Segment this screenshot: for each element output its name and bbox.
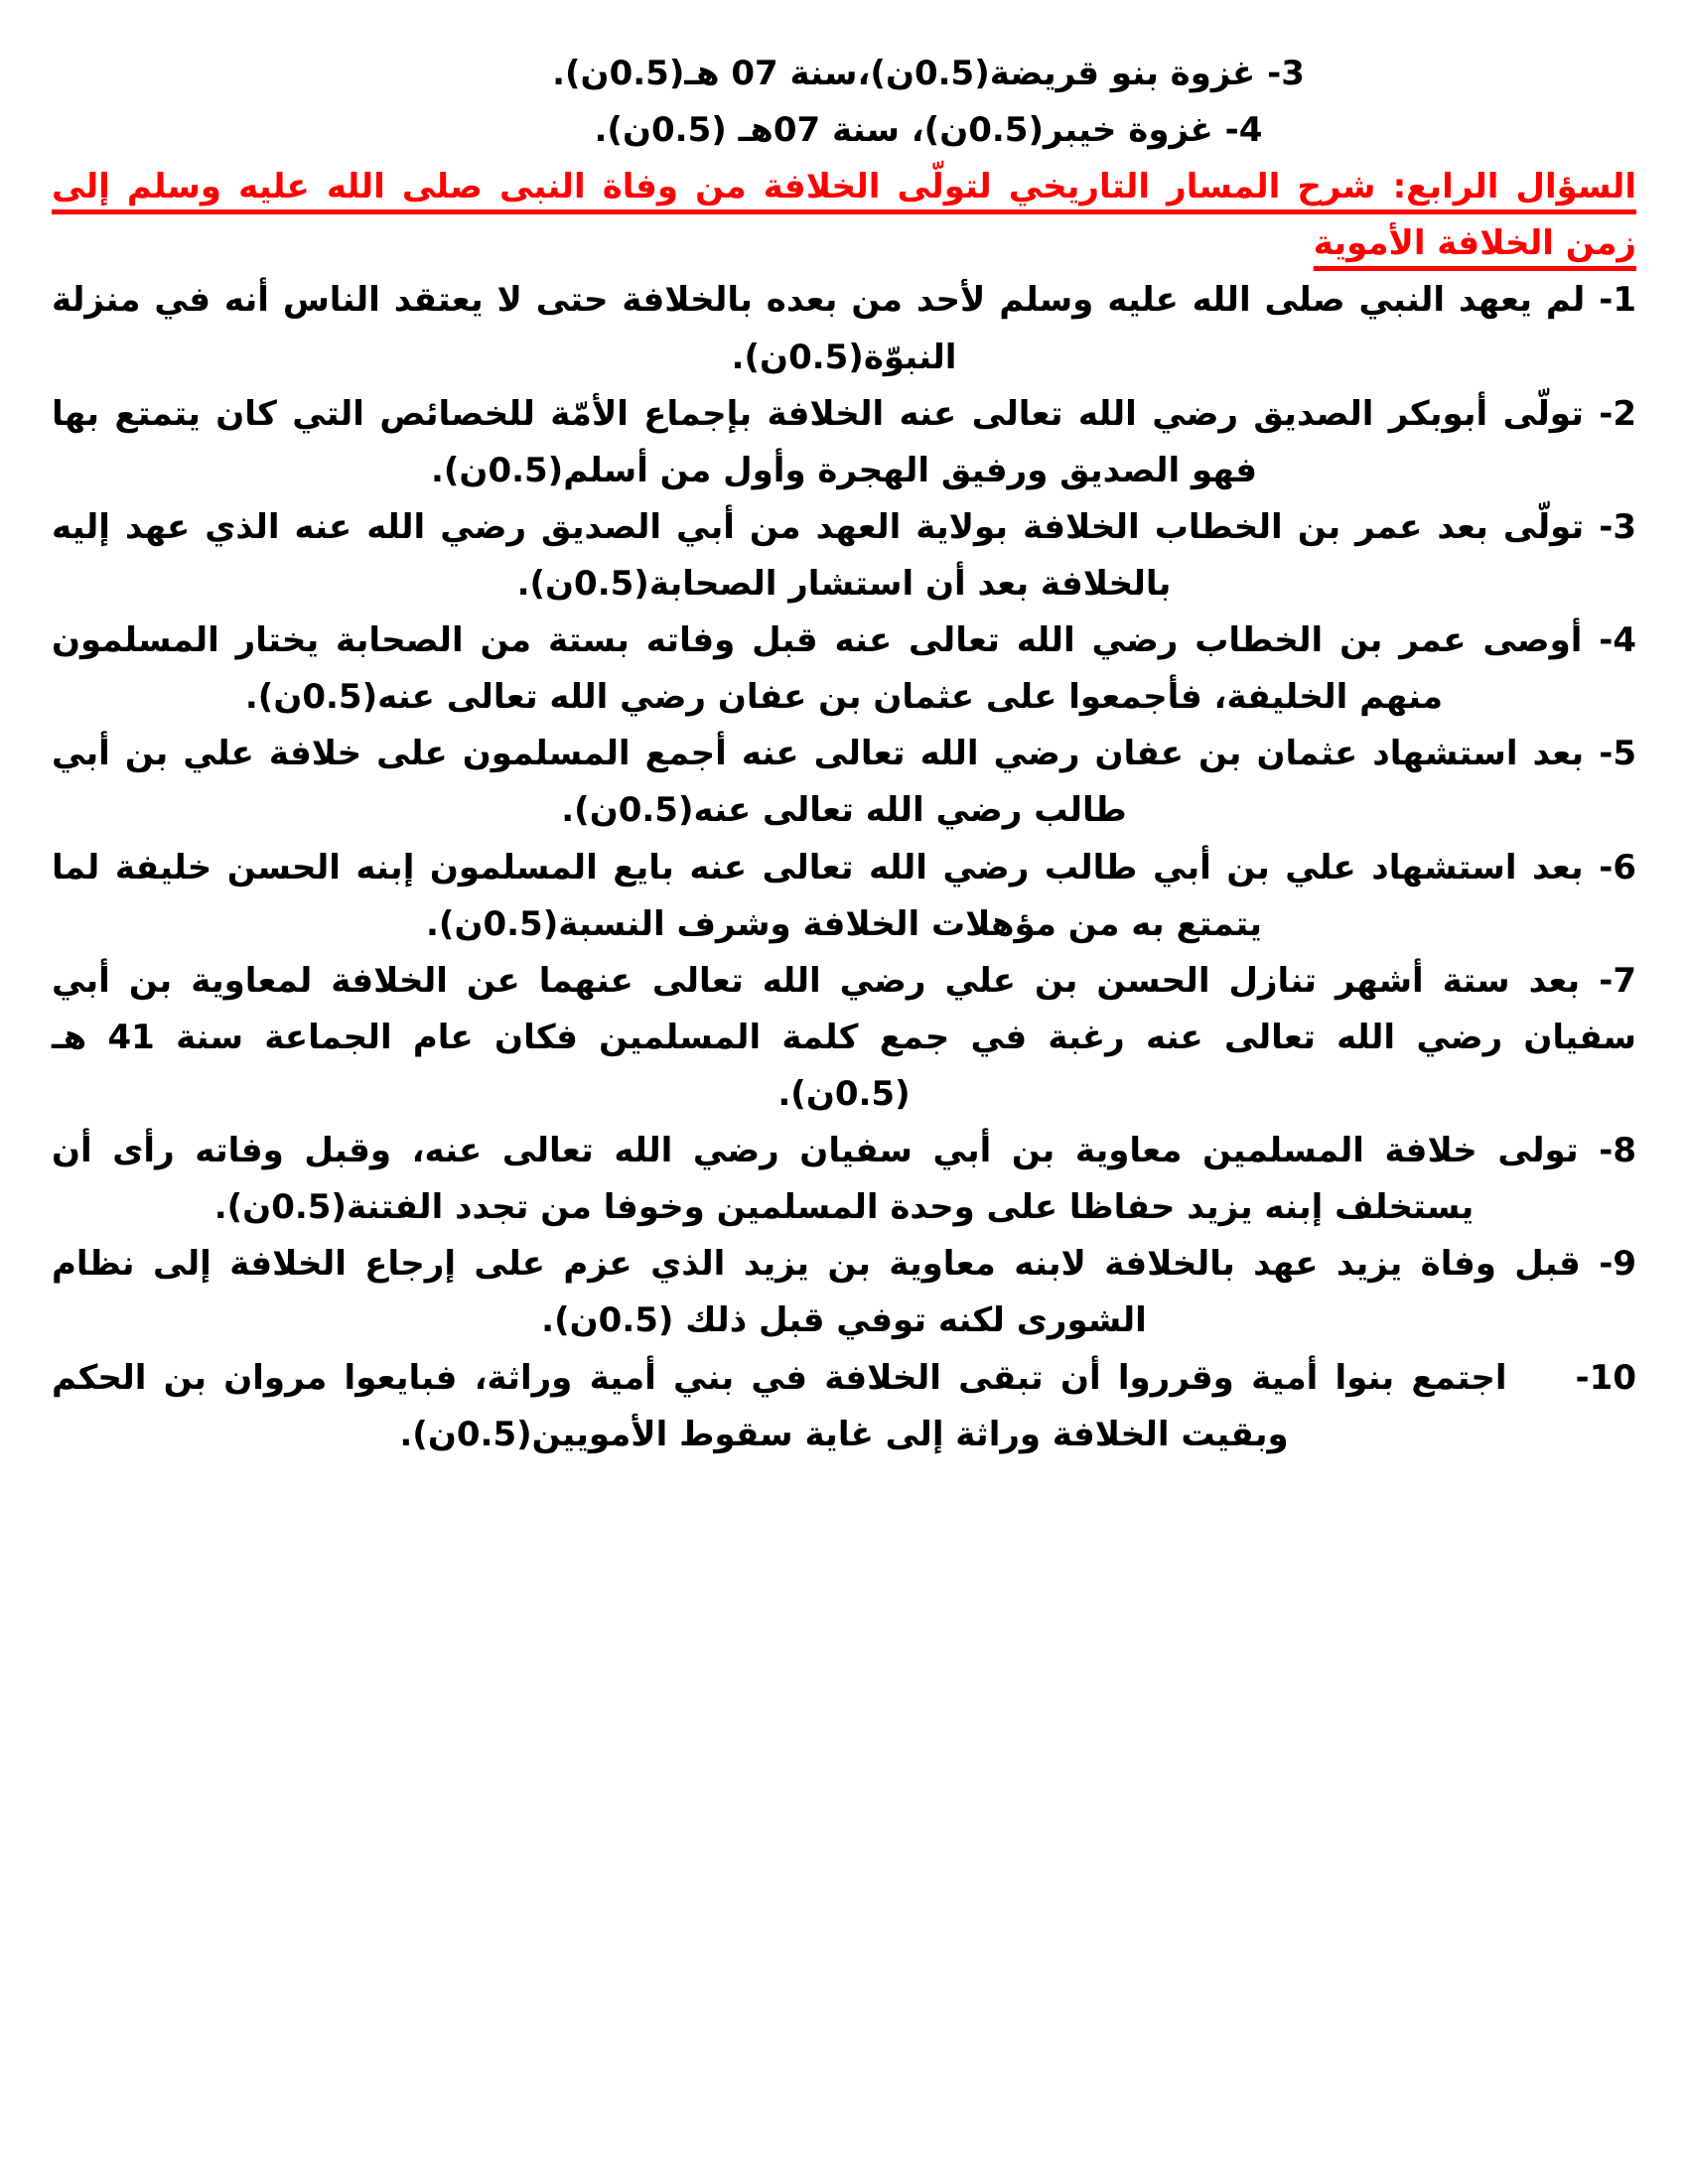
question-4-header: السؤال الرابع: شرح المسار التاريخي لتولّى الخلافة من وفاة النبى صلى الله عليه وسلم إلى زمن الخلافة الأموية [52,167,1636,264]
answer-item-2: 2- تولّى أبوبكر الصديق رضي الله تعالى عنه الخلافة بإجماع الأمّة للخصائص التي كان يتمتع بها فهو الصديق ورفيق الهجرة وأول من أسلم(0.5ن). [52,393,1636,490]
answer-item-9: 9- قبل وفاة يزيد عهد بالخلافة لابنه معاوية بن يزيد الذي عزم على إرجاع الخلافة إلى نظام الشورى لكنه توفي قبل ذلك (0.5ن). [52,1244,1636,1341]
answers-list [52,272,1636,1462]
answer-item-1: 1- لم يعهد النبي صلى الله عليه وسلم لأحد من بعده بالخلافة حتى لا يعتقد الناس أنه في منزلة النبوّة(0.5ن). [52,280,1636,377]
prev-question-answer-4: 4- غزوة خيبر(0.5ن)، سنة 07هـ (0.5ن). [594,110,1263,151]
answer-item-5: 5- بعد استشهاد عثمان بن عفان رضي الله تعالى عنه أجمع المسلمون على خلافة علي بن أبي طالب رضي الله تعالى عنه(0.5ن). [52,734,1636,831]
answer-item-8: 8- تولى خلافة المسلمين معاوية بن أبي سفيان رضي الله تعالى عنه، وقبل وفاته رأى أن يستخلف إبنه يزيد حفاظا على وحدة المسلمين وخوفا من تجدد الفتنة(0.5ن). [52,1131,1636,1228]
answer-item-3: 3- تولّى بعد عمر بن الخطاب الخلافة بولاية العهد من أبي الصديق رضي الله عنه الذي عهد إليه بالخلافة بعد أن استشار الصحابة(0.5ن). [52,506,1636,604]
answer-item-7: 7- بعد ستة أشهر تنازل الحسن بن علي رضي الله تعالى عنهما عن الخلافة لمعاوية بن أبي سفيان رضي الله تعالى عنه رغبة في جمع كلمة المسلمين فكان عام الجماعة سنة 41 هـ (0.5ن). [52,960,1636,1114]
answer-item-6: 6- بعد استشهاد علي بن أبي طالب رضي الله تعالى عنه بايع المسلمون إبنه الحسن خليفة لما يتمتع به من مؤهلات الخلافة وشرف النسبة(0.5ن). [52,847,1636,944]
answer-item-10: 10- اجتمع بنوا أمية وقرروا أن تبقى الخلافة في بني أمية وراثة، فبايعوا مروان بن الحكم وبقيت الخلافة وراثة إلى غاية سقوط الأمويين(0.5ن). [52,1357,1636,1454]
prev-question-answer-3: 3- غزوة بنو قريضة(0.5ن)،سنة 07 هـ(0.5ن). [552,54,1305,93]
answer-item-4: 4- أوصى عمر بن الخطاب رضي الله تعالى عنه قبل وفاته بستة من الصحابة يختار المسلمون منهم الخليفة، فأجمعوا على عثمان بن عفان رضي الله تعالى عنه(0.5ن). [52,620,1636,718]
